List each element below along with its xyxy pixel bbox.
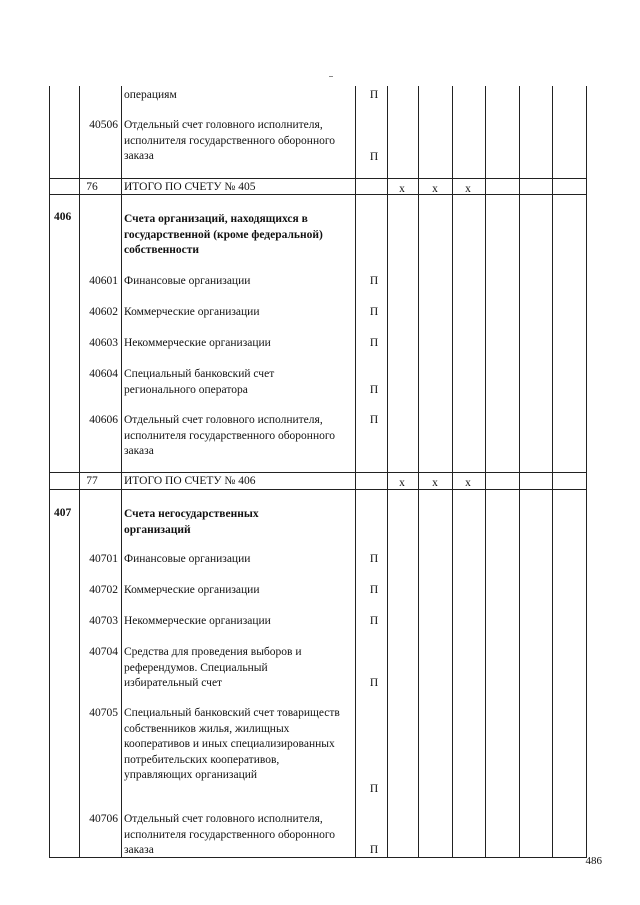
row-name: операциям: [124, 89, 177, 101]
account-type: П: [369, 677, 379, 689]
account-type: П: [369, 275, 379, 287]
account-code: 40701: [89, 553, 118, 565]
total-x: х: [399, 183, 405, 195]
account-name: Отдельный счет головного исполнителя, исполнителя государственного оборонного заказа: [124, 813, 336, 856]
section-title: Счета негосударственных организаций: [124, 508, 259, 536]
account-name: Коммерческие организации: [124, 306, 260, 318]
account-type: П: [369, 384, 379, 396]
total-x: х: [465, 477, 471, 489]
total-number: 77: [86, 475, 98, 487]
total-x: х: [432, 477, 438, 489]
account-name: Некоммерческие организации: [124, 615, 271, 627]
total-label: ИТОГО ПО СЧЕТУ № 406: [124, 475, 256, 487]
account-type: П: [369, 151, 379, 163]
account-code: 40706: [89, 813, 118, 825]
account-name: Финансовые организации: [124, 553, 251, 565]
section-title: Счета организаций, находящихся в государственной (кроме федеральной) собственности: [124, 213, 323, 256]
account-code: 40703: [89, 615, 118, 627]
row-p: П: [369, 89, 379, 101]
account-code: 40602: [89, 306, 118, 318]
account-type: П: [369, 306, 379, 318]
account-type: П: [369, 553, 379, 565]
total-number: 76: [86, 181, 98, 193]
total-x: х: [465, 183, 471, 195]
account-name: Средства для проведения выборов и референдумов. Специальный избирательный счет: [124, 646, 302, 689]
account-code: 40704: [89, 646, 118, 658]
account-name: Некоммерческие организации: [124, 337, 271, 349]
account-code: 40705: [89, 707, 118, 719]
account-code: 40506: [89, 119, 118, 131]
section-code: 406: [54, 211, 72, 223]
account-code: 40606: [89, 414, 118, 426]
total-x: х: [399, 477, 405, 489]
account-name: Финансовые организации: [124, 275, 251, 287]
section-code: 407: [54, 507, 72, 519]
account-name: Отдельный счет головного исполнителя, исполнителя государственного оборонного заказа: [124, 119, 336, 162]
account-type: П: [369, 414, 379, 426]
account-type: П: [369, 844, 379, 856]
account-type: П: [369, 783, 379, 795]
account-name: Коммерческие организации: [124, 584, 260, 596]
account-name: Специальный банковский счет регионального оператора: [124, 368, 275, 396]
scan-mark: [329, 76, 333, 77]
total-label: ИТОГО ПО СЧЕТУ № 405: [124, 181, 256, 193]
page-number: 486: [585, 854, 602, 867]
table-row-line: [49, 472, 587, 473]
account-name: Специальный банковский счет товариществ собственников жилья, жилищных кооперативов и иных специализированных потребительских кооперативов, управляющих организаций: [124, 707, 340, 781]
account-code: 40603: [89, 337, 118, 349]
total-x: х: [432, 183, 438, 195]
account-code: 40604: [89, 368, 118, 380]
account-type: П: [369, 337, 379, 349]
table-row-line: [49, 178, 587, 179]
account-type: П: [369, 615, 379, 627]
account-code: 40601: [89, 275, 118, 287]
account-code: 40702: [89, 584, 118, 596]
account-type: П: [369, 584, 379, 596]
account-name: Отдельный счет головного исполнителя, исполнителя государственного оборонного заказа: [124, 414, 336, 457]
